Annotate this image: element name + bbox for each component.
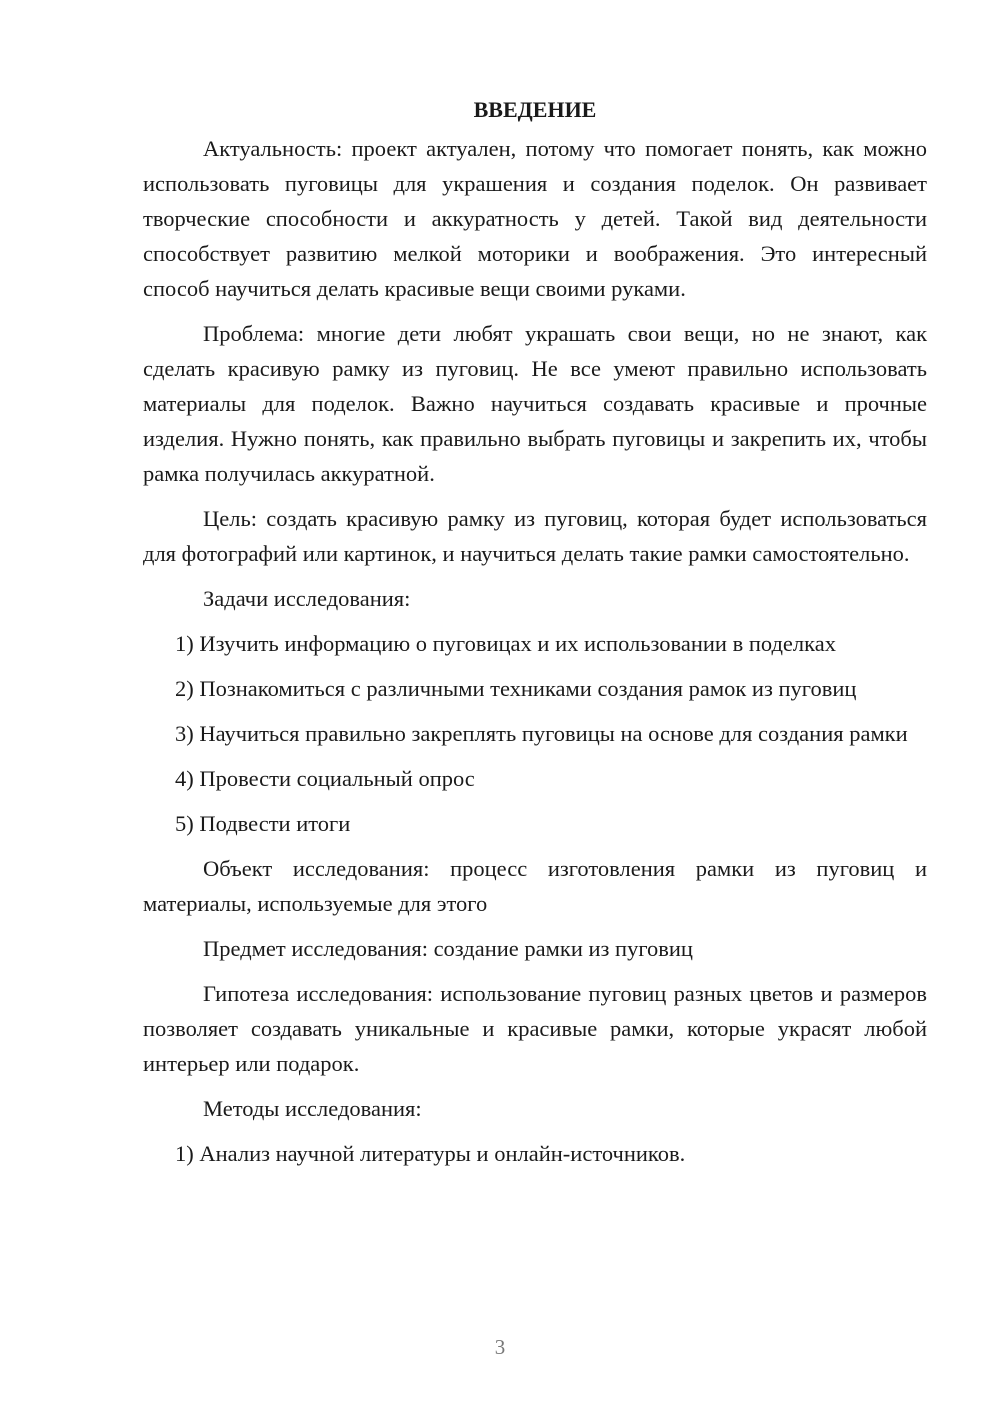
hypothesis-paragraph: Гипотеза исследования: использование пуговиц разных цветов и размеров позволяет создавать уникальные и красивые рамки, которые украсят любой интерьер или подарок.	[143, 981, 927, 1076]
task-item: 1) Изучить информацию о пуговицах и их использовании в поделках	[175, 631, 836, 656]
method-item: 1) Анализ научной литературы и онлайн-источников.	[175, 1141, 686, 1166]
page-number: 3	[494, 1335, 506, 1359]
methods-heading: Методы исследования:	[203, 1096, 422, 1121]
document-page	[143, 95, 927, 1181]
object-paragraph: Объект исследования: процесс изготовления рамки из пуговиц и материалы, используемые для этого	[143, 856, 927, 916]
task-item: 2) Познакомиться с различными техниками создания рамок из пуговиц	[175, 676, 857, 701]
subject-paragraph: Предмет исследования: создание рамки из пуговиц	[203, 936, 693, 961]
task-item: 5) Подвести итоги	[175, 811, 351, 836]
tasks-heading: Задачи исследования:	[203, 586, 411, 611]
task-item: 3) Научиться правильно закреплять пуговицы на основе для создания рамки	[175, 721, 908, 746]
relevance-paragraph: Актуальность: проект актуален, потому что помогает понять, как можно использовать пуговицы для украшения и создания поделок. Он развивает творческие способности и аккуратность у детей. Такой вид деятельности способствует развитию мелкой моторики и воображения. Это интересный способ научиться делать красивые вещи своими руками.	[143, 136, 927, 301]
goal-paragraph: Цель: создать красивую рамку из пуговиц, которая будет использоваться для фотографий или картинок, и научиться делать такие рамки самостоятельно.	[143, 506, 927, 566]
task-item: 4) Провести социальный опрос	[175, 766, 475, 791]
section-title: ВВЕДЕНИЕ	[473, 97, 597, 122]
problem-paragraph: Проблема: многие дети любят украшать свои вещи, но не знают, как сделать красивую рамку из пуговиц. Не все умеют правильно использовать материалы для поделок. Важно научиться создавать красивые и прочные изделия. Нужно понять, как правильно выбрать пуговицы и закрепить их, чтобы рамка получилась аккуратной.	[143, 321, 927, 486]
